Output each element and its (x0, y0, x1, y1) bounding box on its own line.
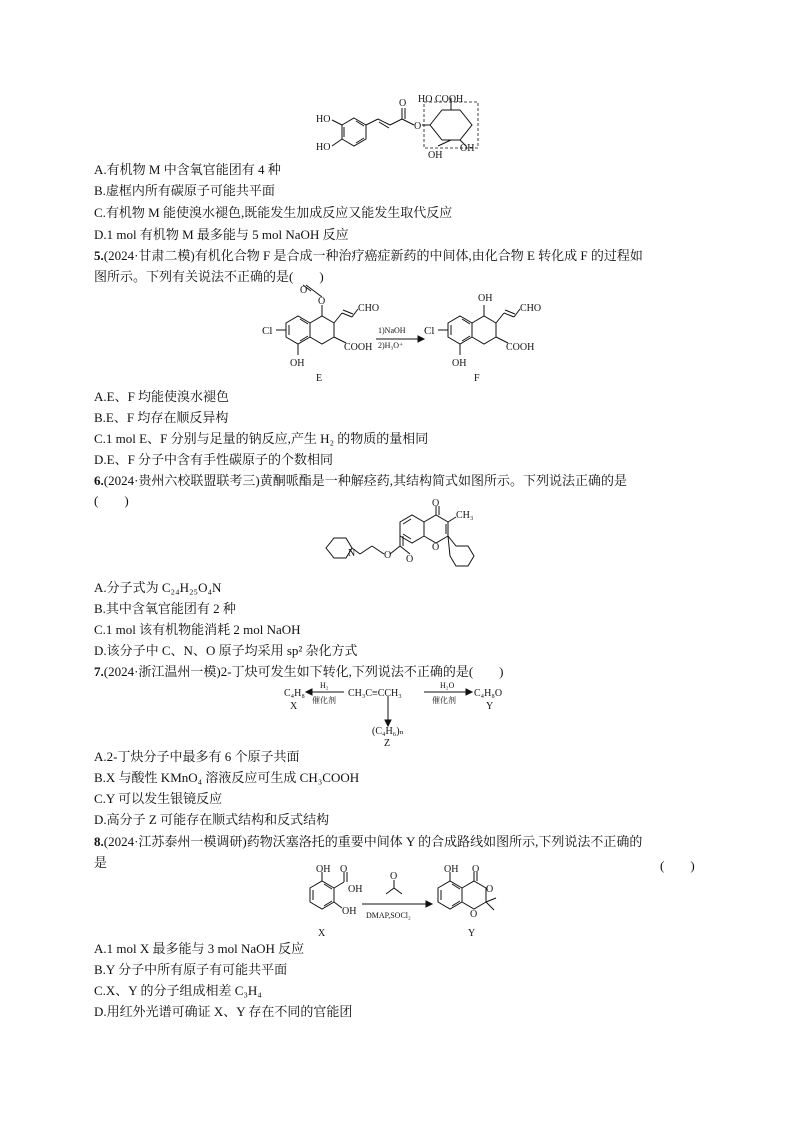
q8-stem-line2: 是 (94, 855, 108, 870)
q4-fig-oh2: OH (428, 150, 443, 161)
q7-scheme-figure (280, 676, 520, 749)
q7-number: 7. (94, 664, 104, 679)
q5-fig-oh3: OH (452, 358, 467, 369)
q7-fig-y-formula: C₄H₈O (474, 688, 503, 699)
q8-fig-x-o1: O (340, 864, 348, 875)
q5-option-c: C.1 mol E、F 分别与足量的钠反应,产生 H₂ 的物质的量相同 (94, 431, 429, 446)
q4-fig-ho-cooh: HO COOH (418, 94, 464, 105)
q6-fig-n: N (348, 548, 356, 559)
q8-fig-acetone-o: O (390, 871, 398, 882)
q7-fig-x-label: X (290, 701, 298, 712)
q4-option-d: D.1 mol 有机物 M 最多能与 5 mol NaOH 反应 (94, 227, 349, 242)
q8-option-b: B.Y 分子中所有原子有可能共平面 (94, 962, 288, 977)
q6-option-a: A.分子式为 C₂₄H₂₅O₄N (94, 580, 222, 595)
q4-fig-oh1: OH (460, 143, 475, 154)
q7-option-c: C.Y 可以发生银镜反应 (94, 791, 223, 806)
q4-option-b: B.虚框内所有碳原子可能共平面 (94, 183, 275, 198)
q8-answer-paren: ( ) (660, 858, 695, 873)
q8-fig-y-oh: OH (444, 864, 459, 875)
q8-option-d: D.用红外光谱可确证 X、Y 存在不同的官能团 (94, 1004, 353, 1019)
q8-option-c: C.X、Y 的分子组成相差 C₃H₄ (94, 983, 262, 998)
q8-fig-x-oh1: OH (316, 864, 331, 875)
q7-fig-h2o: H₂O (440, 681, 455, 690)
q5-stem-text: (2024·甘肃二模)有机化合物 F 是合成一种治疗癌症新药的中间体,由化合物 E 转化成 F 的过程如 (103, 248, 643, 263)
q7-fig-h2: H₂ (320, 681, 329, 690)
q8-fig-cond: DMAP,SOCl₂ (366, 911, 411, 920)
q6-option-d: D.该分子中 C、N、O 原子均采用 sp² 杂化方式 (94, 643, 358, 658)
q5-fig-cho1: CHO (358, 303, 380, 314)
q7-option-b: B.X 与酸性 KMnO₄ 溶液反应可生成 CH₃COOH (94, 770, 360, 785)
q5-fig-cond1: 1)NaOH (378, 326, 406, 335)
q7-fig-mid: CH₃C≡CCH₃ (348, 688, 402, 699)
q6-fig-carbonyl-o: O (406, 554, 414, 565)
q4-option-c: C.有机物 M 能使溴水褪色,既能发生加成反应又能发生取代反应 (94, 205, 453, 220)
q5-option-a: A.E、F 均能使溴水褪色 (94, 389, 230, 404)
q4-fig-ester-o: O (414, 121, 422, 132)
q4-fig-ho1: HO (316, 114, 331, 125)
q7-fig-cat1: 催化剂 (312, 696, 336, 705)
q8-fig-y-o1: O (472, 864, 480, 875)
q7-stem-text: (2024·浙江温州一模)2-丁炔可发生如下转化,下列说法不正确的是( ) (103, 664, 504, 679)
q4-structure-figure (310, 88, 510, 168)
q6-fig-ester-o: O (384, 550, 392, 561)
q4-fig-ho2: HO (316, 142, 331, 153)
q5-stem-line2: 图所示。下列有关说法不正确的是( ) (94, 269, 324, 284)
q4-option-a: A.有机物 M 中含氧官能团有 4 种 (94, 162, 281, 177)
q6-stem-line2: ( ) (94, 493, 129, 508)
q8-number: 8. (94, 834, 104, 849)
q8-fig-label-y: Y (468, 928, 476, 939)
q8-fig-x-oh3: OH (342, 906, 357, 917)
q6-fig-ring-o: O (432, 542, 440, 553)
q5-fig-o1: O (300, 285, 308, 296)
q5-fig-label-f: F (474, 373, 480, 384)
q5-fig-cond2: 2)H₃O⁺ (378, 341, 404, 350)
q5-fig-o2: O (318, 296, 326, 307)
q5-fig-oh2: OH (478, 293, 493, 304)
q5-fig-cho2: CHO (520, 303, 542, 314)
q6-structure-figure (320, 500, 480, 580)
q5-reaction-figure (258, 283, 542, 389)
q5-fig-oh1: OH (290, 358, 305, 369)
q5-fig-cooh1: COOH (344, 342, 373, 353)
q8-fig-x-oh2: OH (348, 884, 363, 895)
q7-option-a: A.2-丁炔分子中最多有 6 个原子共面 (94, 749, 300, 764)
q6-fig-ch3: CH₃ (456, 510, 474, 521)
q8-option-a: A.1 mol X 最多能与 3 mol NaOH 反应 (94, 941, 305, 956)
q7-fig-z-label: Z (384, 738, 391, 749)
q5-fig-cl1: Cl (262, 325, 273, 337)
q5-number: 5. (94, 248, 104, 263)
q8-stem-text: (2024·江苏泰州一模调研)药物沃塞洛托的重要中间体 Y 的合成路线如图所示,下列说法不正确的 (103, 834, 643, 849)
q7-fig-cat2: 催化剂 (432, 696, 456, 705)
q4-fig-carbonyl-o: O (399, 98, 407, 109)
q6-number: 6. (94, 473, 104, 488)
q6-stem (94, 473, 627, 489)
q8-fig-y-o2: O (486, 884, 494, 895)
q7-fig-x-formula: C₄H₈ (284, 688, 305, 699)
q7-fig-y-label: Y (486, 701, 494, 712)
q5-option-d: D.E、F 分子中含有手性碳原子的个数相同 (94, 452, 334, 467)
q8-fig-y-o3: O (470, 909, 478, 920)
q5-fig-cl2: Cl (424, 325, 435, 337)
q6-option-c: C.1 mol 该有机物能消耗 2 mol NaOH (94, 622, 301, 637)
q6-option-b: B.其中含氧官能团有 2 种 (94, 601, 236, 616)
q7-option-d: D.高分子 Z 可能存在顺式结构和反式结构 (94, 812, 330, 827)
q6-fig-ketone-o: O (432, 498, 440, 509)
q5-stem (94, 248, 643, 264)
q8-stem (94, 834, 642, 850)
q6-stem-text: (2024·贵州六校联盟联考三)黄酮哌酯是一种解痉药,其结构简式如图所示。下列说法正确的是 (103, 473, 627, 488)
q5-fig-label-e: E (316, 373, 323, 384)
q5-option-b: B.E、F 均存在顺反异构 (94, 410, 229, 425)
q5-fig-cooh2: COOH (506, 342, 535, 353)
q8-reaction-figure (290, 864, 520, 946)
q7-fig-z-formula: (C₄H₆)ₙ (372, 726, 404, 737)
q8-fig-label-x: X (318, 928, 326, 939)
